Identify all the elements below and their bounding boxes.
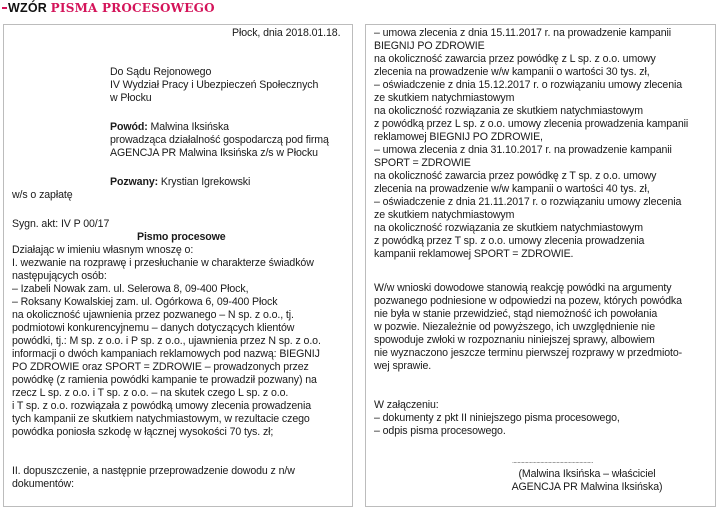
text-line: W/w wnioski dowodowe stanowią reakcję powódki na argumenty bbox=[374, 282, 672, 294]
plaintiff-line-2: AGENCJA PR Malwina Iksińska z/s w Płocku bbox=[110, 147, 318, 159]
text-line: spowoduje zwłoki w rozpoznaniu niniejszej sprawy, albowiem bbox=[374, 334, 655, 346]
text-line: na okoliczność zawarcia przez powódkę z L sp. z o.o. umowy bbox=[374, 53, 656, 65]
signature-line-2: AGENCJA PR Malwina Iksińska) bbox=[511, 481, 663, 493]
court-line-3: w Płocku bbox=[110, 92, 152, 104]
text-line: kampanii reklamowej SPORT = ZDROWIE. bbox=[374, 248, 574, 260]
text-line: I. wezwanie na rozprawę i przesłuchanie w charakterze świadków bbox=[12, 257, 314, 269]
document-page-right bbox=[365, 24, 716, 507]
text-line: – oświadczenie z dnia 15.12.2017 r. o rozwiązaniu umowy zlecenia bbox=[374, 79, 683, 91]
text-line: rzecz L sp. z o.o. i T sp. z o.o. – na skutek czego L sp. z o.o. bbox=[12, 387, 289, 399]
text-line: reklamowej BIEGNIJ PO ZDROWIE, bbox=[374, 131, 543, 143]
text-line: i T sp. z o.o. rozwiązała z powódką umowy zlecenia prowadzenia bbox=[12, 400, 312, 412]
text-line: – oświadczenie z dnia 21.11.2017 r. o rozwiązaniu umowy zlecenia bbox=[374, 196, 682, 208]
dash-bullet-icon bbox=[2, 7, 7, 9]
place-date: Płock, dnia 2018.01.18. bbox=[232, 27, 341, 39]
text-line: z powódką przez T sp. z o.o. umowy zlecenia prowadzenia bbox=[374, 235, 645, 247]
text-line: wej sprawie. bbox=[374, 360, 432, 372]
text-line: podmiotowi konkurencyjnemu – danych dotyczących klientów bbox=[12, 322, 295, 334]
text-line: zlecenia na prowadzenie w/w kampanii o wartości 30 tys. zł, bbox=[374, 66, 650, 78]
case-number: Sygn. akt: IV P 00/17 bbox=[12, 218, 110, 230]
plaintiff bbox=[110, 121, 229, 134]
page-header bbox=[2, 1, 215, 17]
header-title: PISMA PROCESOWEGO bbox=[50, 1, 215, 15]
text-line: powódkę (z ramienia powódki kampanie te prowadził pozwany) na bbox=[12, 374, 317, 386]
plaintiff-name: Malwina Iksińska bbox=[150, 121, 229, 133]
plaintiff-label: Powód: bbox=[110, 121, 148, 133]
text-line: powódka poniosła szkodę w łącznej wysokości 70 tys. zł; bbox=[12, 426, 274, 438]
document-title: Pismo procesowe bbox=[137, 231, 226, 243]
text-line: PO ZDROWIE oraz SPORT = ZDROWIE – prowadzonych przez bbox=[12, 361, 309, 373]
defendant-name: Krystian Igrekowski bbox=[160, 176, 251, 188]
section-2-line-2: dokumentów: bbox=[12, 478, 74, 490]
attachment-item: – dokumenty z pkt II niniejszego pisma procesowego, bbox=[374, 412, 620, 424]
text-line: na okoliczność ujawnienia przez pozwanego – N sp. z o.o., tj. bbox=[12, 309, 294, 321]
text-line: ze skutkiem natychmiastowym bbox=[374, 209, 515, 221]
text-line: tych kampanii ze skutkiem natychmiastowym, w rezultacie czego bbox=[12, 413, 310, 425]
signature-line: ............................................................ bbox=[512, 458, 593, 465]
document-page-left bbox=[3, 24, 353, 507]
text-line: – Izabeli Nowak zam. ul. Selerowa 8, 09-400 Płock, bbox=[12, 283, 249, 295]
text-line: na okoliczność rozwiązania ze skutkiem natychmiastowym bbox=[374, 105, 643, 117]
case-subject: w/s o zapłatę bbox=[12, 189, 73, 201]
text-line: na okoliczność zawarcia przez powódkę z T sp. z o.o. umowy bbox=[374, 170, 657, 182]
text-line: informacji o dwóch kampaniach reklamowych pod nazwą: BIEGNIJ bbox=[12, 348, 320, 360]
text-line: nie wyznaczono jeszcze terminu pierwszej rozprawy w przedmioto- bbox=[374, 347, 683, 359]
text-line: pozwanego podniesione w odpowiedzi na pozew, których powódka bbox=[374, 295, 682, 307]
text-line: w pozwie. Niezależnie od powyższego, ich uwzględnienie nie bbox=[374, 321, 655, 333]
text-line: z powódką przez L sp. z o.o. umowy zlecenia prowadzenia kampanii bbox=[374, 118, 689, 130]
defendant bbox=[110, 176, 250, 189]
text-line: nie była w stanie przewidzieć, stąd niemożność ich powołania bbox=[374, 308, 658, 320]
text-line: – umowa zlecenia z dnia 15.11.2017 r. na prowadzenie kampanii bbox=[374, 27, 671, 39]
signature-line-1: (Malwina Iksińska – właściciel bbox=[518, 468, 656, 480]
attachment-item: – odpis pisma procesowego. bbox=[374, 425, 506, 437]
court-line-2: IV Wydział Pracy i Ubezpieczeń Społecznych bbox=[110, 79, 319, 91]
text-line: ze skutkiem natychmiastowym bbox=[374, 92, 515, 104]
header-prefix: WZÓR bbox=[8, 1, 47, 15]
text-line: SPORT = ZDROWIE bbox=[374, 157, 471, 169]
text-line: na okoliczność rozwiązania ze skutkiem natychmiastowym bbox=[374, 222, 643, 234]
plaintiff-line-1: prowadząca działalność gospodarczą pod firmą bbox=[110, 134, 329, 146]
text-line: BIEGNIJ PO ZDROWIE bbox=[374, 40, 485, 52]
defendant-label: Pozwany: bbox=[110, 176, 159, 188]
attachments-label: W załączeniu: bbox=[374, 399, 439, 411]
court-line-1: Do Sądu Rejonowego bbox=[110, 66, 212, 78]
text-line: Działając w imieniu własnym wnoszę o: bbox=[12, 244, 194, 256]
text-line: zlecenia na prowadzenie w/w kampanii o wartości 40 tys. zł, bbox=[374, 183, 650, 195]
text-line: następujących osób: bbox=[12, 270, 107, 282]
section-2-line-1: II. dopuszczenie, a następnie przeprowadzenie dowodu z n/w bbox=[12, 465, 295, 477]
text-line: powódki, tj.: M sp. z o.o. i P sp. z o.o., ujawnienia przez N sp. z o.o. bbox=[12, 335, 321, 347]
text-line: – umowa zlecenia z dnia 31.10.2017 r. na prowadzenie kampanii bbox=[374, 144, 672, 156]
text-line: – Roksany Kowalskiej zam. ul. Ogórkowa 6, 09-400 Płock bbox=[12, 296, 278, 308]
